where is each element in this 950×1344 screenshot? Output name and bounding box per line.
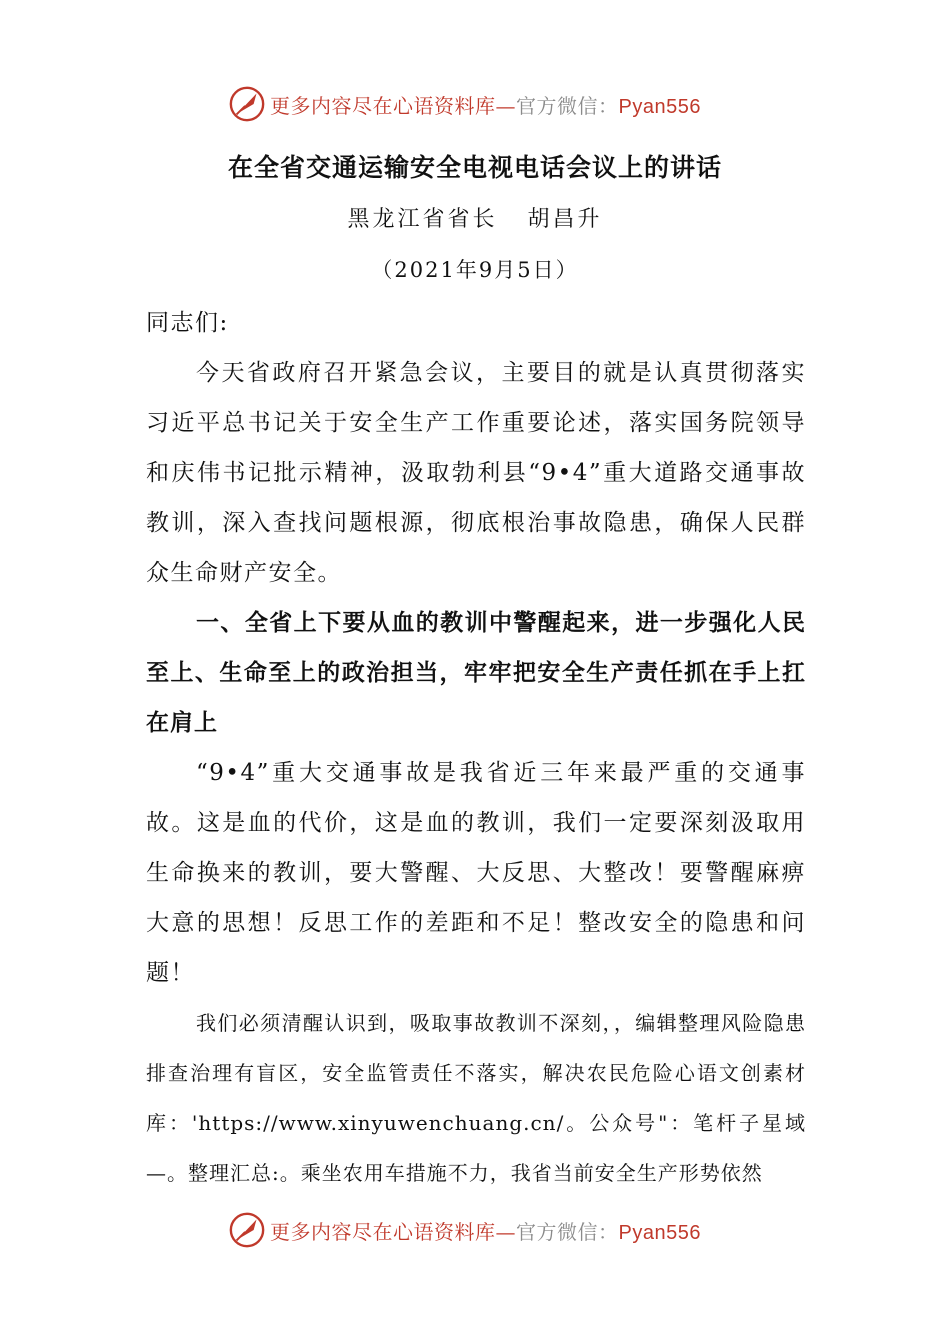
header-banner bbox=[228, 84, 748, 124]
footer-banner bbox=[228, 1210, 748, 1250]
banner-wechat-label: 官方微信： bbox=[516, 1219, 619, 1244]
quill-logo-icon bbox=[228, 85, 266, 123]
quill-logo-icon bbox=[228, 1211, 266, 1249]
banner-wechat-id: Pyan556 bbox=[618, 95, 701, 118]
paragraph-lessons: 我们必须清醒认识到，吸取事故教训不深刻，，编辑整理风险隐患排查治理有盲区，安全监管责任不落实，解决农民危险心语文创素材库：'https://www.xinyuwenchuang.cn/。公众号"：笔杆子星域—。整理汇总:。乘坐农用车措施不力，我省当前安全生产形势依然 bbox=[146, 1011, 806, 1185]
date-line: （2021年9月5日） bbox=[371, 258, 579, 282]
banner-text bbox=[270, 1216, 701, 1245]
banner-dash: — bbox=[495, 1219, 516, 1244]
banner-main-text: 更多内容尽在心语资料库 bbox=[270, 1219, 496, 1244]
paragraph-intro: 今天省政府召开紧急会议，主要目的就是认真贯彻落实习近平总书记关于安全生产工作重要论述，落实国务院领导和庆伟书记批示精神，汲取勃利县“9•4”重大道路交通事故教训，深入查找问题根源，彻底根治事故隐患，确保人民群众生命财产安全。 bbox=[146, 360, 806, 586]
page-title: 在全省交通运输安全电视电话会议上的讲话 bbox=[227, 153, 722, 182]
banner-wechat-label: 官方微信： bbox=[516, 93, 619, 118]
banner-wechat-id: Pyan556 bbox=[618, 1221, 701, 1244]
section-heading-1: 一、全省上下要从血的教训中警醒起来，进一步强化人民至上、生命至上的政治担当，牢牢把安全生产责任抓在手上扛在肩上 bbox=[146, 610, 806, 736]
document-body bbox=[146, 298, 806, 1198]
banner-main-text: 更多内容尽在心语资料库 bbox=[270, 93, 496, 118]
banner-dash: — bbox=[495, 93, 516, 118]
banner-text bbox=[270, 90, 701, 119]
author-line: 黑龙江省省长 胡昌升 bbox=[347, 207, 603, 232]
paragraph-accident: “9•4”重大交通事故是我省近三年来最严重的交通事故。这是血的代价，这是血的教训，我们一定要深刻汲取用生命换来的教训，要大警醒、大反思、大整改！要警醒麻痹大意的思想！反思工作的差距和不足！整改安全的隐患和问题！ bbox=[146, 760, 806, 986]
salutation: 同志们: bbox=[146, 310, 229, 336]
